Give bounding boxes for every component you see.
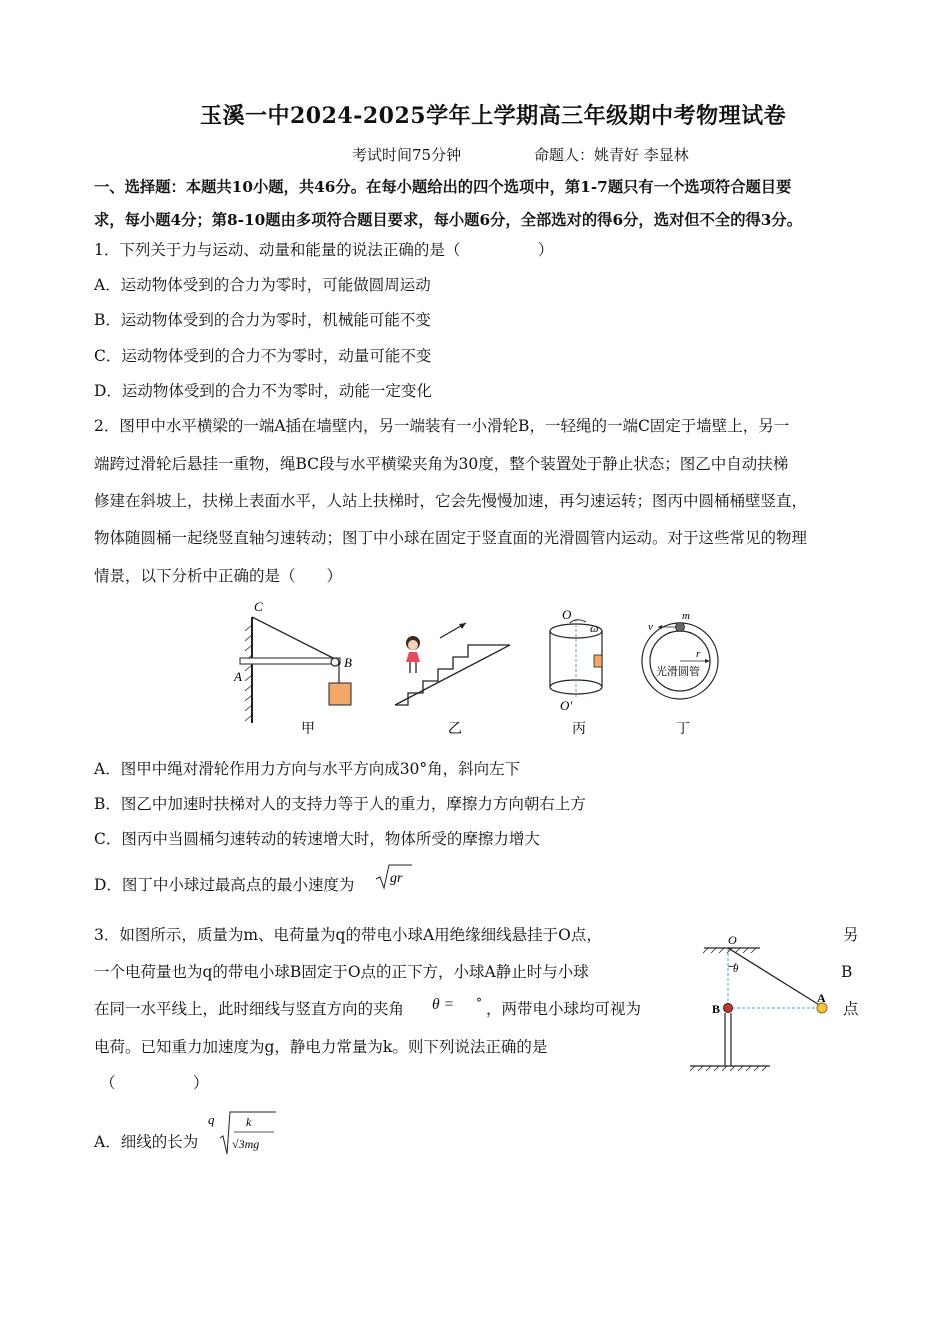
q3-line3-theta: θ =	[432, 996, 454, 1013]
figure-ding	[642, 610, 718, 737]
q3-fig-label-theta: θ	[733, 963, 739, 975]
exam-title: 玉溪一中2024-2025学年上学期高三年级期中考物理试卷	[200, 103, 787, 129]
q3-line1-right: 另	[843, 926, 859, 944]
q1-stem: 1．下列关于力与运动、动量和能量的说法正确的是（ ）	[94, 241, 554, 259]
q3-option-a-q: q	[208, 1112, 215, 1127]
q3-line2-right: B	[841, 963, 853, 981]
bing-caption: 丙	[572, 722, 586, 737]
q3-line2: 一个电荷量也为q的带电小球B固定于O点的正下方，小球A静止时与小球	[94, 963, 589, 981]
q3-fig-label-b: B	[712, 1002, 721, 1016]
q2-option-d-sqrt	[374, 862, 414, 892]
q3-line4: 电荷。已知重力加速度为g，静电力常量为k。则下列说法正确的是	[94, 1038, 548, 1056]
q2-stem-line1: 2．图甲中水平横梁的一端A插在墙壁内，另一端装有一小滑轮B，一轻绳的一端C固定于墙壁上，另一	[94, 417, 790, 435]
yi-caption: 乙	[448, 722, 462, 737]
jia-label-c: C	[254, 599, 263, 614]
jia-caption: 甲	[301, 722, 315, 737]
q2-stem-line3: 修建在斜坡上，扶梯上表面水平，人站上扶梯时，它会先慢慢加速，再匀速运转；图丙中圆桶桶壁竖直，	[94, 492, 808, 510]
q3-figure	[690, 928, 840, 1073]
q2-option-d-expr: gr	[390, 871, 403, 886]
q1-option-c: C．运动物体受到的合力不为零时，动量可能不变	[94, 347, 432, 365]
q1-option-d: D．运动物体受到的合力不为零时，动能一定变化	[94, 382, 432, 400]
ding-label-m: m	[682, 610, 690, 622]
q2-option-b: B．图乙中加速时扶梯对人的支持力等于人的重力，摩擦力方向朝右上方	[94, 795, 586, 813]
section1-line1: 一、选择题：本题共10小题，共46分。在每小题给出的四个选项中，第1-7题只有一个选项符合题目要	[94, 178, 792, 196]
ding-tube-text: 光滑圆管	[656, 666, 700, 678]
bing-label-omega: ω	[590, 621, 599, 635]
jia-label-a: A	[234, 669, 242, 684]
figure-yi	[395, 623, 510, 737]
q3-fig-label-a: A	[817, 991, 826, 1005]
q2-stem-line5: 情景，以下分析中正确的是（ ）	[94, 567, 343, 585]
q2-option-a: A．图甲中绳对滑轮作用力方向与水平方向成30°角，斜向左下	[94, 760, 521, 778]
q3-line3-b: ，两带电小球均可视为	[486, 1000, 642, 1018]
figure-jia	[233, 599, 352, 737]
q3-fig-label-o: O	[728, 933, 737, 947]
figure-bing	[550, 607, 602, 737]
section1-line2: 求，每小题4分；第8-10题由多项符合题目要求，每小题6分，全部选对的得6分，选对但不全的得3分。	[94, 211, 803, 229]
q3-line1: 3．如图所示，质量为m、电荷量为q的带电小球A用绝缘细线悬挂于O点，	[94, 926, 602, 944]
q2-option-d: D．图丁中小球过最高点的最小速度为	[94, 876, 355, 894]
exam-time: 考试时间75分钟	[352, 146, 462, 164]
q3-blank: （ ）	[100, 1074, 209, 1092]
exam-authors: 命题人：姚青好 李显林	[534, 146, 689, 164]
bing-label-o-prime: O'	[560, 698, 573, 713]
q3-option-a-numerator: k	[246, 1115, 252, 1129]
q1-option-a: A．运动物体受到的合力为零时，可能做圆周运动	[94, 276, 431, 294]
q2-stem-line2: 端跨过滑轮后悬挂一重物，绳BC段与水平横梁夹角为30度，整个装置处于静止状态；图乙中自动扶梯	[94, 455, 789, 473]
ding-label-r: r	[696, 648, 701, 660]
q3-option-a: A．细线的长为	[94, 1133, 199, 1151]
jia-label-b: B	[344, 655, 352, 670]
q3-line3-degree: °	[476, 996, 482, 1010]
q1-option-b: B．运动物体受到的合力为零时，机械能可能不变	[94, 311, 431, 329]
q3-option-a-formula	[206, 1108, 280, 1160]
q2-option-c: C．图丙中当圆桶匀速转动的转速增大时，物体所受的摩擦力增大	[94, 830, 540, 848]
bing-label-o: O	[562, 607, 572, 622]
ding-label-v: v	[648, 621, 653, 633]
q3-line3-a: 在同一水平线上，此时细线与竖直方向的夹角	[94, 1000, 405, 1018]
q3-line3-right: 点	[843, 1000, 859, 1018]
q3-option-a-denominator: √3mg	[232, 1137, 260, 1151]
ding-caption: 丁	[676, 722, 690, 737]
q2-stem-line4: 物体随圆桶一起绕竖直轴匀速转动；图丁中小球在固定于竖直面的光滑圆管内运动。对于这些常见的物理	[94, 529, 808, 547]
q2-figure	[230, 595, 730, 745]
